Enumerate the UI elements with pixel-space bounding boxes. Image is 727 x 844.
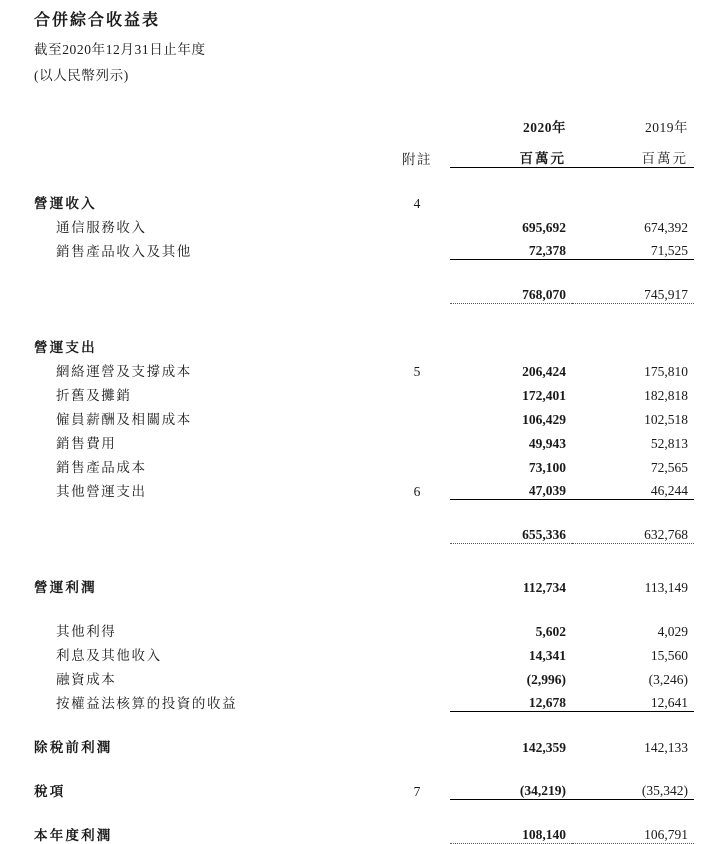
- row-label: 銷售產品成本: [56, 459, 147, 475]
- currency-note: (以人民幣列示): [34, 67, 129, 83]
- table-header-years: [34, 108, 694, 138]
- row-value-current: (2,996): [526, 671, 566, 687]
- tax-note: 7: [413, 783, 421, 799]
- row-value-prior: 46,244: [572, 476, 694, 500]
- section-0-total-current: 768,070: [450, 280, 572, 304]
- table-header-units: [34, 138, 694, 168]
- row-label: 融資成本: [56, 671, 117, 687]
- row-label: 其他利得: [56, 623, 117, 639]
- row-value-prior: 175,810: [644, 363, 688, 379]
- table-row: [34, 380, 694, 404]
- profit-before-tax-note: [384, 732, 450, 756]
- table-row: [34, 404, 694, 428]
- row-value-current: 172,401: [522, 387, 566, 403]
- row-value-current: 106,429: [522, 411, 566, 427]
- row-label: 通信服務收入: [56, 219, 147, 235]
- row-value-prior: (3,246): [648, 671, 688, 687]
- row-value-current: 206,424: [522, 363, 566, 379]
- profit-for-year-prior: 106,791: [572, 820, 694, 844]
- section-heading-row: [34, 332, 694, 356]
- row-note: [384, 616, 450, 640]
- row-value-prior: 102,518: [644, 411, 688, 427]
- profit-for-year-row: [34, 820, 694, 844]
- row-label: 僱員薪酬及相關成本: [56, 411, 192, 427]
- profit-before-tax-row: [34, 732, 694, 756]
- section-1-total-current: 655,336: [450, 520, 572, 544]
- section-0-total-row: [34, 280, 694, 304]
- row-value-current: 12,678: [450, 688, 572, 712]
- operating-profit-label: 營運利潤: [34, 579, 97, 595]
- row-value-prior: 182,818: [644, 387, 688, 403]
- tax-current: (34,219): [450, 776, 572, 800]
- profit-before-tax-prior: 142,133: [644, 739, 688, 755]
- section-1-heading: 營運支出: [34, 339, 97, 355]
- period-subtitle: 截至2020年12月31日止年度: [34, 42, 206, 58]
- header-year-prior: 2019年: [645, 119, 688, 135]
- profit-before-tax-current: 142,359: [522, 739, 566, 755]
- page-title: 合併綜合收益表: [34, 12, 161, 29]
- row-value-current: 72,378: [450, 236, 572, 260]
- profit-before-tax-label: 除稅前利潤: [34, 739, 113, 755]
- row-label: 利息及其他收入: [56, 647, 162, 663]
- table-row: [34, 356, 694, 380]
- row-value-prior: 4,029: [657, 623, 688, 639]
- section-0-heading: 營運收入: [34, 195, 97, 211]
- operating-profit-current: 112,734: [522, 579, 566, 595]
- row-note: [384, 664, 450, 688]
- row-value-current: 49,943: [528, 435, 566, 451]
- header-unit-current: 百萬元: [450, 138, 572, 168]
- row-value-current: 14,341: [528, 647, 566, 663]
- table-row: [34, 616, 694, 640]
- section-0-total-prior: 745,917: [572, 280, 694, 304]
- row-note: [384, 380, 450, 404]
- row-value-current: 695,692: [522, 219, 566, 235]
- profit-for-year-current: 108,140: [450, 820, 572, 844]
- income-statement-table: [34, 108, 694, 844]
- table-row: [34, 428, 694, 452]
- row-value-prior: 71,525: [572, 236, 694, 260]
- section-1-heading-note: [384, 332, 450, 356]
- row-value-current: 73,100: [528, 459, 566, 475]
- table-row: [34, 236, 694, 260]
- row-note: [384, 452, 450, 476]
- row-value-prior: 52,813: [650, 435, 688, 451]
- row-label: 按權益法核算的投資的收益: [56, 695, 238, 711]
- section-1-total-row: [34, 520, 694, 544]
- tax-prior: (35,342): [572, 776, 694, 800]
- profit-for-year-label: 本年度利潤: [34, 827, 113, 843]
- row-label: 折舊及攤銷: [56, 387, 132, 403]
- tax-label: 稅項: [34, 783, 66, 799]
- row-note: [384, 640, 450, 664]
- row-label: 銷售產品收入及其他: [56, 243, 192, 259]
- row-label: 銷售費用: [56, 435, 117, 451]
- operating-profit-row: [34, 572, 694, 596]
- operating-profit-note: [384, 572, 450, 596]
- table-row: [34, 452, 694, 476]
- row-note: 5: [413, 363, 421, 379]
- row-note: [384, 428, 450, 452]
- table-row: [34, 688, 694, 712]
- document-header: [0, 0, 727, 86]
- table-row: [34, 212, 694, 236]
- header-note-column: 附註: [402, 151, 432, 167]
- row-note: [384, 688, 450, 712]
- section-heading-row: [34, 188, 694, 212]
- row-label: 網絡運營及支撐成本: [56, 363, 192, 379]
- row-note: [384, 212, 450, 236]
- row-value-prior: 12,641: [572, 688, 694, 712]
- table-row: [34, 476, 694, 500]
- row-value-current: 47,039: [450, 476, 572, 500]
- row-value-prior: 72,565: [650, 459, 688, 475]
- header-year-current: 2020年: [523, 119, 566, 135]
- table-row: [34, 664, 694, 688]
- row-label: 其他營運支出: [56, 483, 147, 499]
- section-0-heading-note: 4: [413, 195, 421, 211]
- row-value-prior: 15,560: [650, 647, 688, 663]
- row-value-prior: 674,392: [644, 219, 688, 235]
- row-note: 6: [413, 483, 421, 499]
- header-unit-prior: 百萬元: [572, 138, 694, 168]
- table-row: [34, 640, 694, 664]
- section-1-total-prior: 632,768: [572, 520, 694, 544]
- profit-for-year-note: [384, 820, 450, 844]
- tax-row: [34, 776, 694, 800]
- row-note: [384, 236, 450, 260]
- row-note: [384, 404, 450, 428]
- row-value-current: 5,602: [535, 623, 566, 639]
- operating-profit-prior: 113,149: [644, 579, 688, 595]
